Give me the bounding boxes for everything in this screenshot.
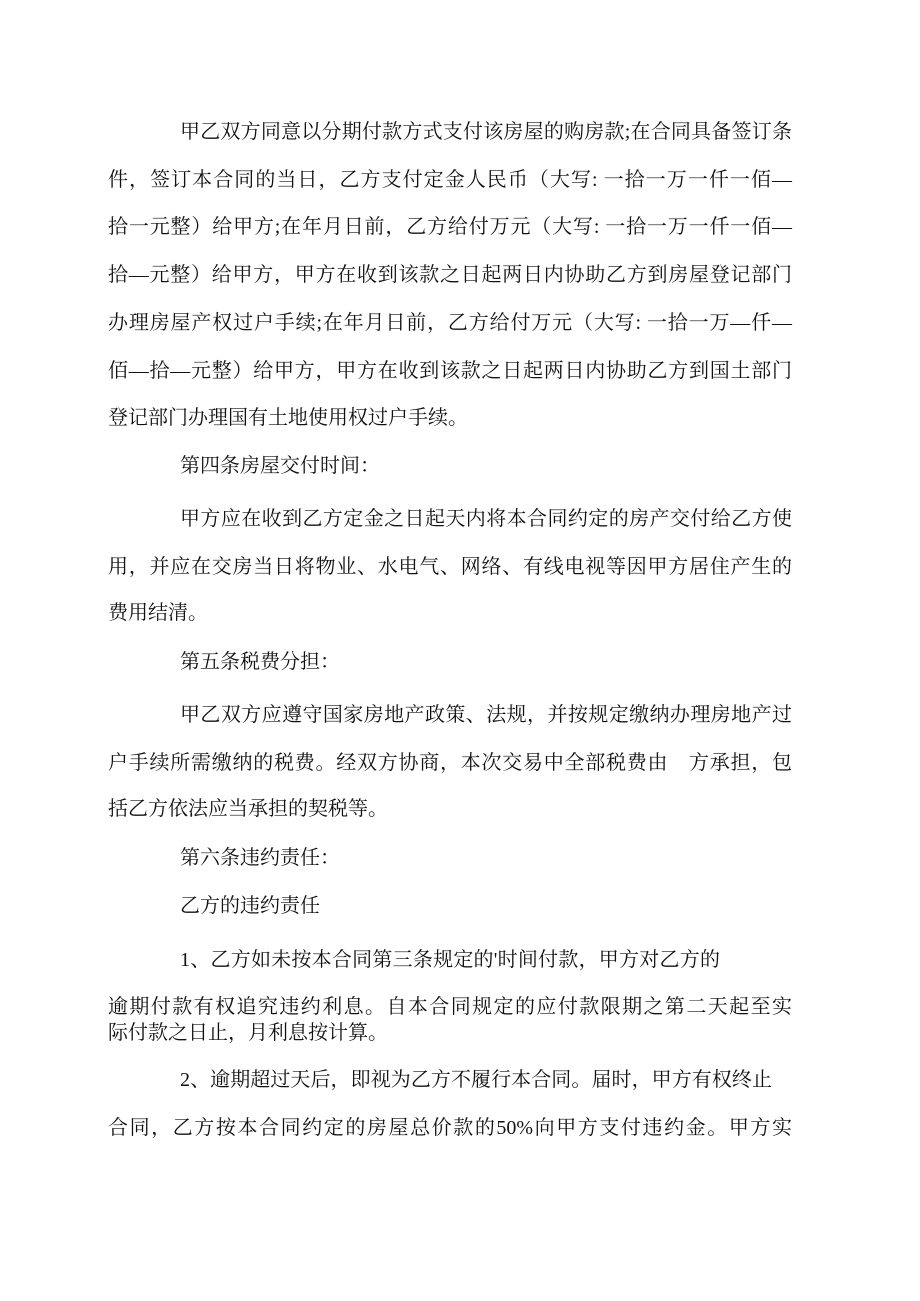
paragraph-line: 甲乙双方应遵守国家房地产政策、法规，并按规定缴纳办理房地产过 [180, 704, 792, 726]
paragraph-line: 2、逾期超过天后，即视为乙方不履行本合同。届时，甲方有权终止 [180, 1069, 772, 1091]
article-6-subheading: 乙方的违约责任 [180, 895, 320, 917]
paragraph-line: 办理房屋产权过户手续;在年月日前，乙方给付万元（大写: 一拾一万—仟— [108, 312, 792, 334]
paragraph-line: 用，并应在交房当日将物业、水电气、网络、有线电视等因甲方居住产生的 [108, 556, 792, 578]
paragraph-line: 件，签订本合同的当日，乙方支付定金人民币（大写: 一拾一万一仟一佰— [108, 169, 792, 191]
paragraph-line: 拾一元整）给甲方;在年月日前，乙方给付万元（大写: 一拾一万一仟一佰— [108, 216, 792, 238]
paragraph-line: 佰—拾—元整）给甲方，甲方在收到该款之日起两日内协助乙方到国土部门 [108, 360, 792, 382]
paragraph-line: 际付款之日止，月利息按计算。 [108, 1022, 388, 1044]
paragraph-line: 户手续所需缴纳的税费。经双方协商，本次交易中全部税费由 方承担，包 [108, 752, 792, 774]
paragraph-line: 拾—元整）给甲方，甲方在收到该款之日起两日内协助乙方到房屋登记部门 [108, 264, 792, 286]
paragraph-line: 合同，乙方按本合同约定的房屋总价款的50%向甲方支付违约金。甲方实 [108, 1117, 792, 1139]
paragraph-line: 费用结清。 [108, 602, 208, 624]
article-5-heading: 第五条税费分担： [180, 651, 340, 673]
paragraph-line: 1、乙方如未按本合同第三条规定的'时间付款，甲方对乙方的 [180, 949, 720, 971]
article-4-heading: 第四条房屋交付时间： [180, 455, 380, 477]
article-6-heading: 第六条违约责任： [180, 847, 340, 869]
paragraph-line: 括乙方依法应当承担的契税等。 [108, 798, 388, 820]
paragraph-line: 登记部门办理国有土地使用权过户手续。 [108, 407, 468, 429]
paragraph-line: 逾期付款有权追究违约利息。自本合同规定的应付款限期之第二天起至实 [108, 996, 792, 1018]
paragraph-line: 甲乙双方同意以分期付款方式支付该房屋的购房款;在合同具备签订条 [180, 121, 792, 143]
paragraph-line: 甲方应在收到乙方定金之日起天内将本合同约定的房产交付给乙方使 [180, 508, 792, 530]
